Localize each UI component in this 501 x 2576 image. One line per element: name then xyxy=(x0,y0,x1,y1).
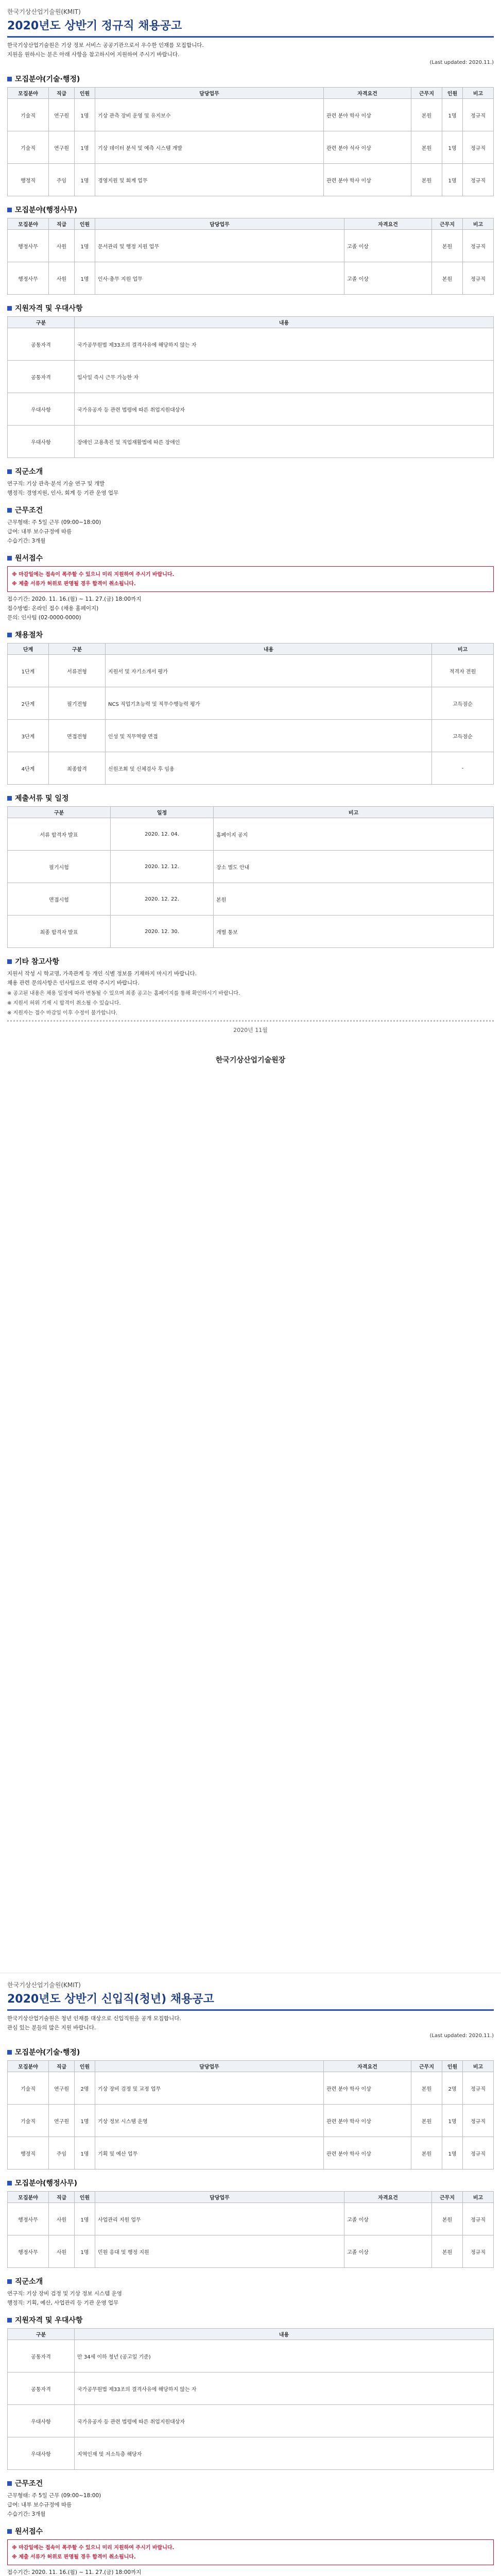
warning-box xyxy=(7,2539,494,2565)
table-cell: 고졸 이상 xyxy=(344,2203,432,2235)
square-bullet-icon xyxy=(7,556,12,561)
table-cell: 우대사항 xyxy=(8,2437,75,2470)
etc-line: 지원서 작성 시 학교명, 가족관계 등 개인 식별 정보를 기재하지 마시기 바랍니다. xyxy=(7,971,197,977)
table-cell: 행정사무 xyxy=(8,2203,49,2235)
table-cell: 1단계 xyxy=(8,655,49,687)
table-cell: 사원 xyxy=(49,2235,75,2268)
section-heading-label: 모집분야(기술·행정) xyxy=(15,2048,80,2057)
table-cell: 정규직 xyxy=(463,2203,494,2235)
recruit-table-admin xyxy=(7,2191,494,2268)
table-cell: 1명 xyxy=(75,2137,95,2170)
section-heading-label: 모집분야(행정사무) xyxy=(15,206,77,215)
table-row xyxy=(8,99,494,131)
table-header: 모집분야 xyxy=(8,2061,49,2072)
intro-line: 한국기상산업기술원은 청년 인재를 대상으로 신입직원을 공개 모집합니다. xyxy=(7,2015,181,2022)
square-bullet-icon xyxy=(7,2181,12,2185)
table-cell: 정규직 xyxy=(463,131,494,164)
table-cell: 본원 xyxy=(411,99,442,131)
square-bullet-icon xyxy=(7,2481,12,2486)
application-line: 접수기간: 2020. 11. 16.(월) ~ 11. 27.(금) 18:00까지 xyxy=(7,596,142,603)
table-cell: 지역인재 및 저소득층 해당자 xyxy=(75,2437,494,2470)
table-cell: 사원 xyxy=(49,262,75,295)
section-heading-label: 근무조건 xyxy=(15,506,43,515)
table-cell: 우대사항 xyxy=(8,426,75,458)
table-header: 근무지 xyxy=(432,218,463,230)
table-cell: 기술직 xyxy=(8,99,49,131)
table-cell: 정규직 xyxy=(463,99,494,131)
table-cell: 고득점순 xyxy=(432,720,494,752)
table-cell: 최종합격 xyxy=(49,752,106,785)
work-condition-line: 급여: 내부 보수규정에 따름 xyxy=(7,529,72,535)
square-bullet-icon xyxy=(7,633,12,637)
table-row xyxy=(8,2105,494,2137)
intro-text xyxy=(7,2015,494,2031)
recruit-table-admin xyxy=(7,218,494,295)
table-cell: 1명 xyxy=(75,2235,95,2268)
org-name: 한국기상산업기술원(KMIT) xyxy=(7,8,81,15)
table-row xyxy=(8,328,494,361)
application-line: 문의: 인사팀 (02-0000-0000) xyxy=(7,615,81,621)
section-heading-label: 원서접수 xyxy=(15,2528,43,2536)
table-header: 직급 xyxy=(49,2061,75,2072)
table-header: 구분 xyxy=(49,643,106,655)
title-divider xyxy=(7,36,494,38)
table-cell: 관련 분야 석사 이상 xyxy=(324,131,411,164)
square-bullet-icon xyxy=(7,77,12,81)
work-condition-line: 근무형태: 주 5일 근무 (09:00~18:00) xyxy=(7,2493,101,2499)
table-cell: 홈페이지 공지 xyxy=(214,818,494,851)
table-cell: 고졸 이상 xyxy=(344,230,432,262)
table-cell: 신원조회 및 신체검사 후 임용 xyxy=(106,752,432,785)
application-line: 접수방법: 온라인 접수 (채용 홈페이지) xyxy=(7,605,99,612)
table-row xyxy=(8,752,494,785)
table-cell: 주임 xyxy=(49,2137,75,2170)
table-cell: 3단계 xyxy=(8,720,49,752)
square-bullet-icon xyxy=(7,2318,12,2323)
notice-line: ※ 공고된 내용은 채용 일정에 따라 변동될 수 있으며 최종 공고는 홈페이지를 통해 확인하시기 바랍니다. xyxy=(7,991,240,997)
table-cell: 국가유공자 등 관련 법령에 따른 취업지원대상자 xyxy=(75,393,494,426)
table-row xyxy=(8,2437,494,2470)
table-cell: 연구원 xyxy=(49,2105,75,2137)
table-cell: 정규직 xyxy=(463,2137,494,2170)
table-cell: 1명 xyxy=(75,131,95,164)
section-heading xyxy=(7,466,494,477)
table-cell: 본원 xyxy=(432,2203,463,2235)
table-cell: 기술직 xyxy=(8,131,49,164)
table-cell: 2020. 12. 30. xyxy=(111,916,214,948)
table-header: 내용 xyxy=(75,317,494,328)
table-cell: 관련 분야 학사 이상 xyxy=(324,2137,411,2170)
table-header-row xyxy=(8,317,494,328)
table-cell: 4단계 xyxy=(8,752,49,785)
table-header: 인원 xyxy=(75,2061,95,2072)
table-header-row xyxy=(8,2329,494,2340)
table-cell: 본원 xyxy=(432,230,463,262)
section-heading xyxy=(7,2178,494,2188)
square-bullet-icon xyxy=(7,208,12,212)
table-cell: 본원 xyxy=(411,2105,442,2137)
org-name: 한국기상산업기술원(KMIT) xyxy=(7,1981,81,1989)
table-cell: 1명 xyxy=(442,164,463,196)
job-intro-line: 연구직: 기상 관측·분석 기술 연구 및 개발 xyxy=(7,481,105,487)
table-row xyxy=(8,720,494,752)
section-heading-label: 직군소개 xyxy=(15,468,43,477)
table-cell: 우대사항 xyxy=(8,2405,75,2437)
table-header: 직급 xyxy=(49,2192,75,2203)
table-cell: 정규직 xyxy=(463,164,494,196)
table-cell: 행정사무 xyxy=(8,262,49,295)
table-cell: 고졸 이상 xyxy=(344,2235,432,2268)
table-header-row xyxy=(8,807,494,818)
section-heading xyxy=(7,2276,494,2286)
table-cell: 공통자격 xyxy=(8,2340,75,2372)
table-header: 자격요건 xyxy=(324,2061,411,2072)
table-cell: 기술직 xyxy=(8,2105,49,2137)
table-cell: 본원 xyxy=(411,2137,442,2170)
table-cell: 본원 xyxy=(432,262,463,295)
table-row xyxy=(8,655,494,687)
square-bullet-icon xyxy=(7,508,12,513)
table-cell: 본원 xyxy=(432,2235,463,2268)
table-header: 인원 xyxy=(442,88,463,99)
section-heading xyxy=(7,2478,494,2488)
job-intro-line: 행정직: 기획, 예산, 사업관리 등 기관 운영 업무 xyxy=(7,2300,119,2307)
table-cell: 2020. 12. 04. xyxy=(111,818,214,851)
square-bullet-icon xyxy=(7,2279,12,2284)
table-cell: 행정직 xyxy=(8,2137,49,2170)
section-heading xyxy=(7,2526,494,2536)
table-cell: 기상 데이터 분석 및 예측 시스템 개발 xyxy=(95,131,324,164)
table-header: 모집분야 xyxy=(8,2192,49,2203)
section-heading xyxy=(7,505,494,515)
table-cell: 개별 통보 xyxy=(214,916,494,948)
table-header-row xyxy=(8,88,494,99)
table-header: 인원 xyxy=(75,88,95,99)
section-heading-label: 채용절차 xyxy=(15,631,43,640)
table-cell: 공통자격 xyxy=(8,328,75,361)
issuer-signature: 한국기상산업기술원장 xyxy=(215,1056,286,1065)
table-row xyxy=(8,2340,494,2372)
table-header: 인원 xyxy=(75,2192,95,2203)
warning-line: ※ 마감일에는 접속이 폭주할 수 있으니 미리 지원하여 주시기 바랍니다. xyxy=(12,2545,175,2551)
table-header: 모집분야 xyxy=(8,88,49,99)
table-cell: 사원 xyxy=(49,2203,75,2235)
table-cell: 행정사무 xyxy=(8,2235,49,2268)
table-header: 비고 xyxy=(463,88,494,99)
table-cell: 장소 별도 안내 xyxy=(214,851,494,883)
table-header: 구분 xyxy=(8,317,75,328)
table-cell: 최종 합격자 발표 xyxy=(8,916,111,948)
table-header: 담당업무 xyxy=(95,2192,344,2203)
table-cell: 1명 xyxy=(75,262,95,295)
table-cell: 연구원 xyxy=(49,99,75,131)
table-cell: 사업관리 지원 업무 xyxy=(95,2203,344,2235)
warning-line: ※ 마감일에는 접속이 폭주할 수 있으니 미리 지원하여 주시기 바랍니다. xyxy=(12,572,175,578)
table-header: 내용 xyxy=(106,643,432,655)
work-condition-line: 급여: 내부 보수규정에 따름 xyxy=(7,2502,72,2509)
table-header: 담당업무 xyxy=(95,88,324,99)
table-cell: 민원 응대 및 행정 지원 xyxy=(95,2235,344,2268)
square-bullet-icon xyxy=(7,469,12,474)
table-row xyxy=(8,230,494,262)
table-cell: 연구원 xyxy=(49,131,75,164)
table-cell: 정규직 xyxy=(463,2105,494,2137)
table-cell: 국가공무원법 제33조의 결격사유에 해당하지 않는 자 xyxy=(75,2372,494,2405)
table-cell: 입사일 즉시 근무 가능한 자 xyxy=(75,361,494,393)
section-heading-label: 모집분야(기술·행정) xyxy=(15,75,80,84)
table-cell: 2단계 xyxy=(8,687,49,720)
table-cell: 2020. 12. 12. xyxy=(111,851,214,883)
table-cell: 1명 xyxy=(442,99,463,131)
job-intro-line: 행정직: 경영지원, 인사, 회계 등 기관 운영 업무 xyxy=(7,490,119,497)
table-cell: 기술직 xyxy=(8,2072,49,2105)
table-cell: 1명 xyxy=(75,230,95,262)
table-cell: 2명 xyxy=(442,2072,463,2105)
table-cell: 면접시험 xyxy=(8,883,111,916)
square-bullet-icon xyxy=(7,959,12,964)
table-row xyxy=(8,2235,494,2268)
table-row xyxy=(8,262,494,295)
table-cell: 경영지원 및 회계 업무 xyxy=(95,164,324,196)
table-row xyxy=(8,361,494,393)
table-header: 근무지 xyxy=(411,2061,442,2072)
table-row xyxy=(8,883,494,916)
last-updated: (Last updated: 2020.11.) xyxy=(429,2033,494,2039)
table-cell: 인성 및 직무역량 면접 xyxy=(106,720,432,752)
table-header: 담당업무 xyxy=(95,2061,324,2072)
table-header: 단계 xyxy=(8,643,49,655)
notice-line: ※ 지원자는 접수 마감일 이후 수정이 불가합니다. xyxy=(7,1010,118,1016)
table-cell: 서류 합격자 발표 xyxy=(8,818,111,851)
recruit-table-tech xyxy=(7,2060,494,2170)
table-row xyxy=(8,393,494,426)
section-heading-label: 제출서류 및 일정 xyxy=(15,794,69,803)
table-header: 구분 xyxy=(8,807,111,818)
table-header-row xyxy=(8,643,494,655)
recruit-table-tech xyxy=(7,87,494,196)
section-heading xyxy=(7,303,494,313)
table-header: 인원 xyxy=(75,218,95,230)
table-header: 비고 xyxy=(463,218,494,230)
table-header: 직급 xyxy=(49,88,75,99)
intro-line: 지원을 원하시는 분은 아래 사항을 참고하시어 지원하여 주시기 바랍니다. xyxy=(7,51,180,58)
square-bullet-icon xyxy=(7,306,12,311)
section-heading xyxy=(7,205,494,215)
table-cell: 주임 xyxy=(49,164,75,196)
table-cell: 연구원 xyxy=(49,2072,75,2105)
table-cell: 본원 xyxy=(411,164,442,196)
section-heading xyxy=(7,2315,494,2325)
work-condition-line: 근무형태: 주 5일 근무 (09:00~18:00) xyxy=(7,519,101,526)
section-heading-label: 원서접수 xyxy=(15,554,43,563)
table-cell: 기상 정보 시스템 운영 xyxy=(95,2105,324,2137)
table-header: 비고 xyxy=(463,2192,494,2203)
table-cell: 정규직 xyxy=(463,262,494,295)
table-cell: 국가공무원법 제33조의 결격사유에 해당하지 않는 자 xyxy=(75,328,494,361)
notice-line: ※ 지원서 허위 기재 시 합격이 취소될 수 있습니다. xyxy=(7,1001,121,1007)
table-row xyxy=(8,131,494,164)
table-row xyxy=(8,2405,494,2437)
table-cell: 지원서 및 자기소개서 평가 xyxy=(106,655,432,687)
table-cell: 관련 분야 학사 이상 xyxy=(324,164,411,196)
section-heading xyxy=(7,2047,494,2057)
table-cell: 국가유공자 등 관련 법령에 따른 취업지원대상자 xyxy=(75,2405,494,2437)
etc-line: 채용 관련 문의사항은 인사팀으로 연락 주시기 바랍니다. xyxy=(7,980,140,987)
section-heading xyxy=(7,956,494,967)
section-heading-label: 기타 참고사항 xyxy=(15,958,60,967)
table-row xyxy=(8,426,494,458)
table-header: 비고 xyxy=(463,2061,494,2072)
table-cell: 본원 xyxy=(411,131,442,164)
table-header-row xyxy=(8,2192,494,2203)
notice-date: 2020년 11월 xyxy=(233,1027,268,1034)
table-cell: 본원 xyxy=(214,883,494,916)
table-row xyxy=(8,2203,494,2235)
intro-text xyxy=(7,42,494,58)
table-cell: 면접전형 xyxy=(49,720,106,752)
table-row xyxy=(8,2072,494,2105)
table-header: 근무지 xyxy=(432,2192,463,2203)
table-cell: 1명 xyxy=(442,131,463,164)
table-row xyxy=(8,851,494,883)
table-cell: 1명 xyxy=(75,2105,95,2137)
table-header: 비고 xyxy=(432,643,494,655)
table-cell: 우대사항 xyxy=(8,393,75,426)
table-cell: 정규직 xyxy=(463,2235,494,2268)
table-header: 담당업무 xyxy=(95,218,344,230)
table-cell: 1명 xyxy=(75,99,95,131)
section-heading-label: 근무조건 xyxy=(15,2480,43,2488)
table-cell: 1명 xyxy=(75,164,95,196)
table-cell: 고졸 이상 xyxy=(344,262,432,295)
table-cell: 2명 xyxy=(75,2072,95,2105)
table-cell: 고득점순 xyxy=(432,687,494,720)
table-cell: 문서관리 및 행정 지원 업무 xyxy=(95,230,344,262)
table-cell: 정규직 xyxy=(463,230,494,262)
square-bullet-icon xyxy=(7,2050,12,2055)
square-bullet-icon xyxy=(7,2529,12,2534)
table-cell: NCS 직업기초능력 및 직무수행능력 평가 xyxy=(106,687,432,720)
table-cell: 필기시험 xyxy=(8,851,111,883)
table-header: 비고 xyxy=(214,807,494,818)
schedule-table xyxy=(7,806,494,948)
section-heading xyxy=(7,630,494,640)
table-header: 일정 xyxy=(111,807,214,818)
dotted-divider xyxy=(7,1020,494,1022)
table-cell: 공통자격 xyxy=(8,361,75,393)
notice-page-2 xyxy=(0,1973,501,2576)
table-header-row xyxy=(8,218,494,230)
table-cell: 1명 xyxy=(442,2137,463,2170)
table-row xyxy=(8,2137,494,2170)
section-heading xyxy=(7,553,494,563)
table-header: 근무지 xyxy=(411,88,442,99)
intro-line: 한국기상산업기술원은 기상 정보 서비스 공공기관으로서 우수한 인재를 모집합니다. xyxy=(7,42,204,48)
section-heading-label: 직군소개 xyxy=(15,2278,43,2286)
section-heading-label: 지원자격 및 우대사항 xyxy=(15,304,83,313)
table-header: 인원 xyxy=(442,2061,463,2072)
section-heading xyxy=(7,793,494,803)
table-row xyxy=(8,687,494,720)
last-updated: (Last updated: 2020.11.) xyxy=(429,60,494,66)
application-line: 접수기간: 2020. 11. 16.(월) ~ 11. 27.(금) 18:00까지 xyxy=(7,2569,142,2576)
table-row xyxy=(8,2372,494,2405)
warning-line: ※ 제출 서류가 허위로 판명될 경우 합격이 취소됩니다. xyxy=(12,2554,136,2561)
warning-line: ※ 제출 서류가 허위로 판명될 경우 합격이 취소됩니다. xyxy=(12,581,136,587)
table-header: 내용 xyxy=(75,2329,494,2340)
table-cell: 행정사무 xyxy=(8,230,49,262)
table-cell: 행정직 xyxy=(8,164,49,196)
work-condition-line: 수습기간: 3개월 xyxy=(7,538,46,545)
eligibility-table xyxy=(7,2328,494,2470)
intro-line: 관심 있는 분들의 많은 지원 바랍니다. xyxy=(7,2024,96,2031)
table-cell: 기상 관측 장비 운영 및 유지보수 xyxy=(95,99,324,131)
table-cell: 기획 및 예산 업무 xyxy=(95,2137,324,2170)
table-header: 직급 xyxy=(49,218,75,230)
table-cell: 필기전형 xyxy=(49,687,106,720)
table-row xyxy=(8,818,494,851)
section-heading-label: 모집분야(행정사무) xyxy=(15,2179,77,2188)
job-intro-line: 연구직: 기상 장비 검정 및 기상 정보 시스템 운영 xyxy=(7,2291,122,2297)
table-header: 자격요건 xyxy=(344,218,432,230)
table-cell: 장애인 고용촉진 및 직업재활법에 따른 장애인 xyxy=(75,426,494,458)
table-cell: 만 34세 이하 청년 (공고일 기준) xyxy=(75,2340,494,2372)
title-divider xyxy=(7,2009,494,2011)
table-cell: 본원 xyxy=(411,2072,442,2105)
table-cell: 1명 xyxy=(442,2105,463,2137)
page-title: 2020년도 상반기 정규직 채용공고 xyxy=(7,20,182,32)
table-header: 자격요건 xyxy=(344,2192,432,2203)
table-cell: 사원 xyxy=(49,230,75,262)
table-cell: 관련 분야 학사 이상 xyxy=(324,2105,411,2137)
table-header-row xyxy=(8,2061,494,2072)
table-row xyxy=(8,164,494,196)
section-heading xyxy=(7,74,494,84)
page-title: 2020년도 상반기 신입직(청년) 채용공고 xyxy=(7,1993,214,2006)
square-bullet-icon xyxy=(7,796,12,801)
table-cell: 기상 장비 검정 및 교정 업무 xyxy=(95,2072,324,2105)
eligibility-table xyxy=(7,316,494,458)
table-cell: 인사·총무 지원 업무 xyxy=(95,262,344,295)
table-cell: 적격자 전원 xyxy=(432,655,494,687)
table-row xyxy=(8,916,494,948)
table-cell: 서류전형 xyxy=(49,655,106,687)
table-header: 자격요건 xyxy=(324,88,411,99)
section-heading-label: 지원자격 및 우대사항 xyxy=(15,2316,83,2325)
work-condition-line: 수습기간: 3개월 xyxy=(7,2511,46,2518)
table-cell: 공통자격 xyxy=(8,2372,75,2405)
warning-box xyxy=(7,566,494,592)
process-table xyxy=(7,643,494,785)
table-cell: 관련 분야 학사 이상 xyxy=(324,99,411,131)
table-cell: 관련 분야 학사 이상 xyxy=(324,2072,411,2105)
table-cell: 1명 xyxy=(75,2203,95,2235)
table-header: 모집분야 xyxy=(8,218,49,230)
table-cell: 정규직 xyxy=(463,2072,494,2105)
table-header: 구분 xyxy=(8,2329,75,2340)
table-cell: 2020. 12. 22. xyxy=(111,883,214,916)
table-cell: - xyxy=(432,752,494,785)
